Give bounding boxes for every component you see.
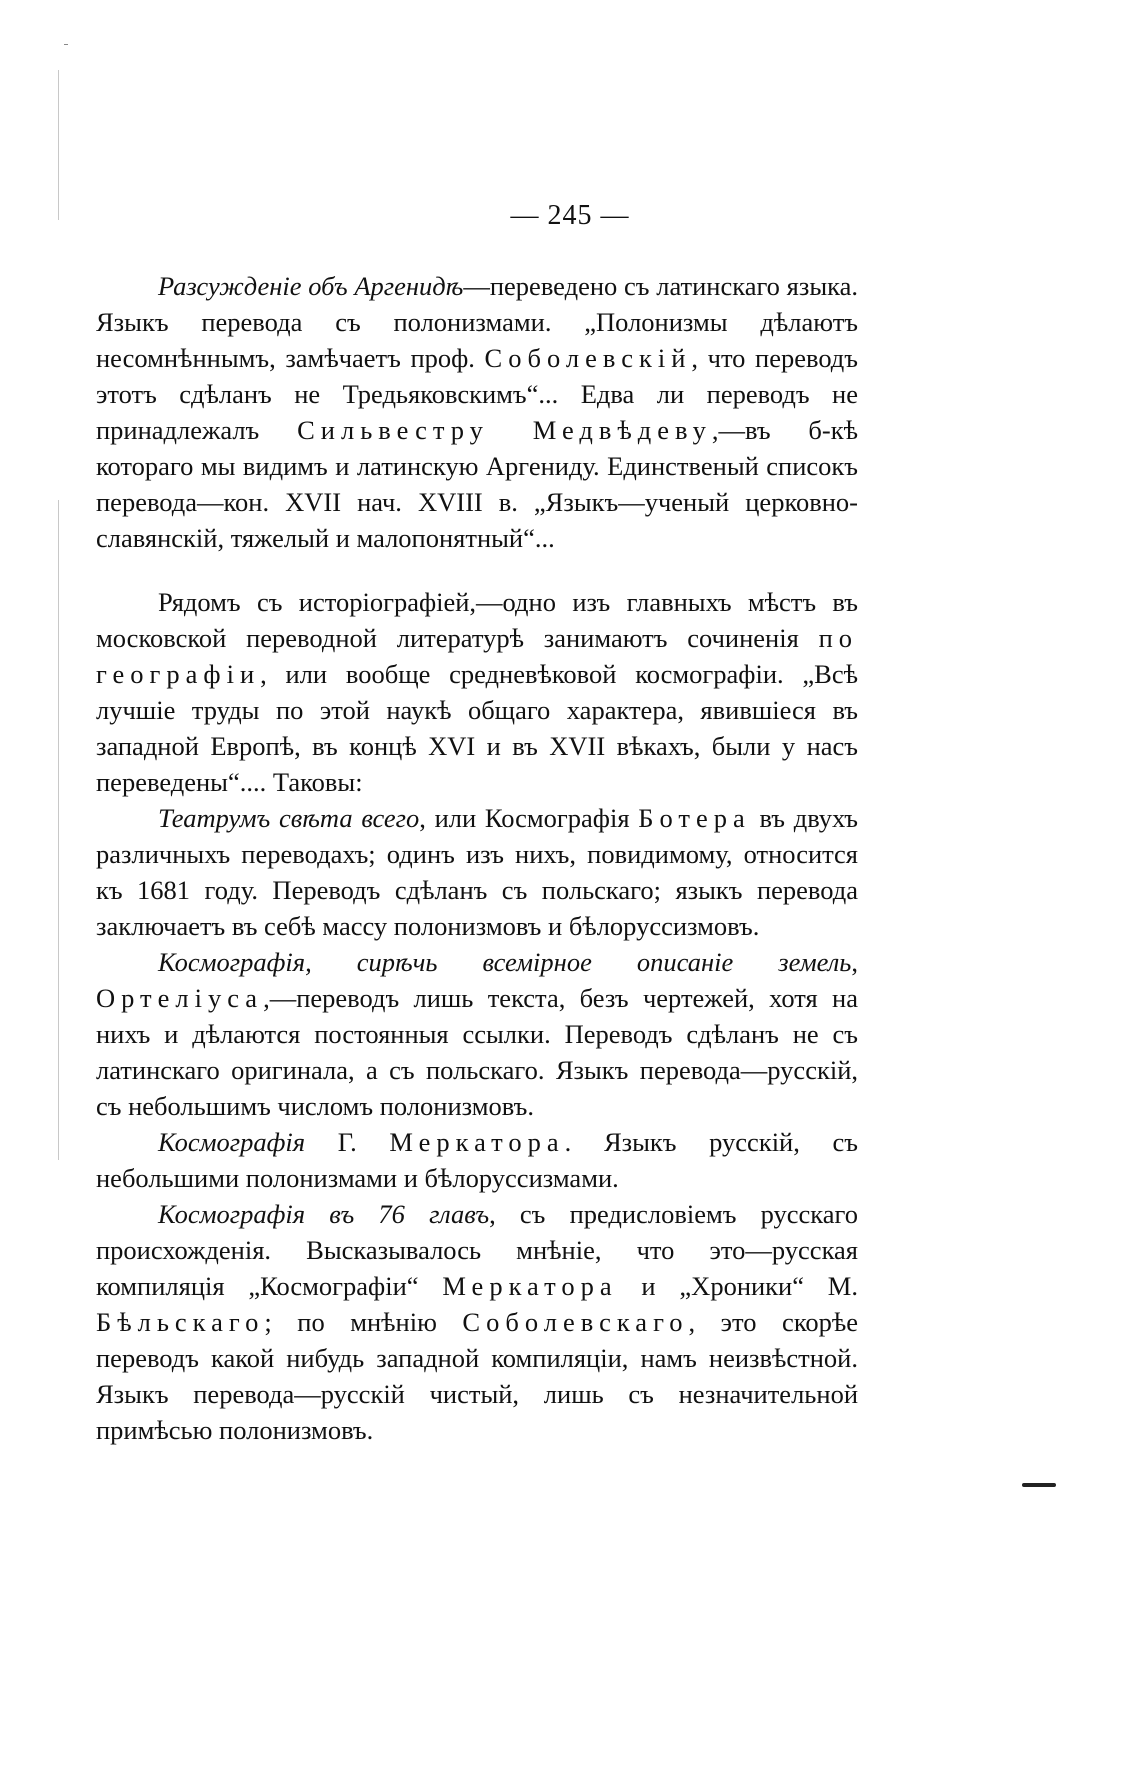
italic-title-text: Театрумъ свѣта всего xyxy=(158,803,420,833)
paragraph xyxy=(96,1196,858,1448)
spaced-name-text: Соболевскій xyxy=(484,343,692,373)
italic-title-text: Разсужденіе объ Аргенидѣ xyxy=(158,271,464,301)
body-text-run: ,—въ б-кѣ котораго мы видимъ и латинскую Аргениду. Единственый списокъ перевода—кон. XVII нач. XVIII в. „Языкъ—ученый церковно-славянскій, тяжелый и малопонятный“... xyxy=(96,415,858,553)
body-text-run: . Языкъ русскій, съ небольшими полонизмами и бѣлоруссизмами. xyxy=(96,1127,858,1193)
scan-mark xyxy=(64,44,68,45)
paragraph xyxy=(96,268,858,556)
body-text-run: Рядомъ съ исторіографіей,—одно изъ главныхъ мѣстъ въ московской переводной литературѣ занимаютъ сочиненія xyxy=(96,587,858,653)
italic-title-text: Космографія, сирѣчь всемірное описаніе земель xyxy=(158,947,852,977)
body-text-run: , или Космографія xyxy=(419,803,639,833)
paragraph xyxy=(96,1124,858,1196)
paragraph xyxy=(96,800,858,944)
body-text-run: и „Хроники“ М. xyxy=(617,1271,858,1301)
italic-title-text: Космографія xyxy=(158,1127,306,1157)
body-text-run: ; по мнѣнію xyxy=(264,1307,463,1337)
body-text-run: Г. xyxy=(305,1127,390,1157)
body-text-run: , xyxy=(851,947,858,977)
spaced-name-text: Соболевскаго xyxy=(462,1307,689,1337)
body-text-run: , это скорѣе переводъ какой нибудь западной компиляціи, намъ неизвѣстной. Языкъ перевода—русскій чистый, лишь съ незначительной примѣсью полонизмовъ. xyxy=(96,1307,858,1445)
spaced-name-text: Ботера xyxy=(638,803,751,833)
scan-edge-mark xyxy=(1022,1483,1056,1487)
paragraph-gap xyxy=(96,556,858,584)
body-text-run: , съ предисловіемъ русскаго происхожденія. Высказывалось мнѣніе, что это—русская компиляція „Космографіи“ xyxy=(96,1199,858,1301)
italic-title-text: Космографія въ 76 главъ xyxy=(158,1199,490,1229)
scan-margin-shadow xyxy=(58,560,59,1160)
spaced-name-text: по географіи xyxy=(96,623,858,689)
body-text-run: въ двухъ различныхъ переводахъ; одинъ изъ нихъ, повидимому, относится къ 1681 году. Переводъ сдѣланъ съ польскаго; языкъ перевода заключаетъ въ себѣ массу полонизмовъ и бѣлоруссизмовъ. xyxy=(96,803,858,941)
spaced-name-text: Меркатора xyxy=(389,1127,565,1157)
scan-margin-shadow xyxy=(58,500,59,560)
body-text-run: ,—переводъ лишь текста, безъ чертежей, хотя на нихъ и дѣлаются постоянныя ссылки. Переводъ сдѣланъ не съ латинскаго оригинала, а съ польскаго. Языкъ перевода—русскій, съ небольшимъ числомъ полонизмовъ. xyxy=(96,983,858,1121)
body-text xyxy=(96,268,858,1448)
body-text-run: —переведено съ латинскаго языка. Языкъ перевода съ полонизмами. „Полонизмы дѣлаютъ несомнѣннымъ, замѣчаетъ проф. xyxy=(96,271,858,373)
spaced-name-text: Меркатора xyxy=(442,1271,618,1301)
body-text-run: , что переводъ этотъ сдѣланъ не Тредьяковскимъ“... Едва ли переводъ не принадлежалъ xyxy=(96,343,858,445)
spaced-name-text: Сильвестру Медвѣдеву xyxy=(297,415,712,445)
spaced-name-text: Ортеліуса xyxy=(96,983,264,1013)
body-text-run: , или вообще средневѣковой космографіи. „Всѣ лучшіе труды по этой наукѣ общаго характера, явившіеся въ западной Европѣ, въ концѣ XVI и въ XVII вѣкахъ, были у насъ переведены“.... Таковы: xyxy=(96,659,858,797)
page-number: — 245 — xyxy=(510,200,630,231)
paragraph xyxy=(96,944,858,1124)
spaced-name-text: Бѣльскаго xyxy=(96,1307,265,1337)
scan-margin-shadow xyxy=(58,70,59,220)
paragraph xyxy=(96,584,858,800)
